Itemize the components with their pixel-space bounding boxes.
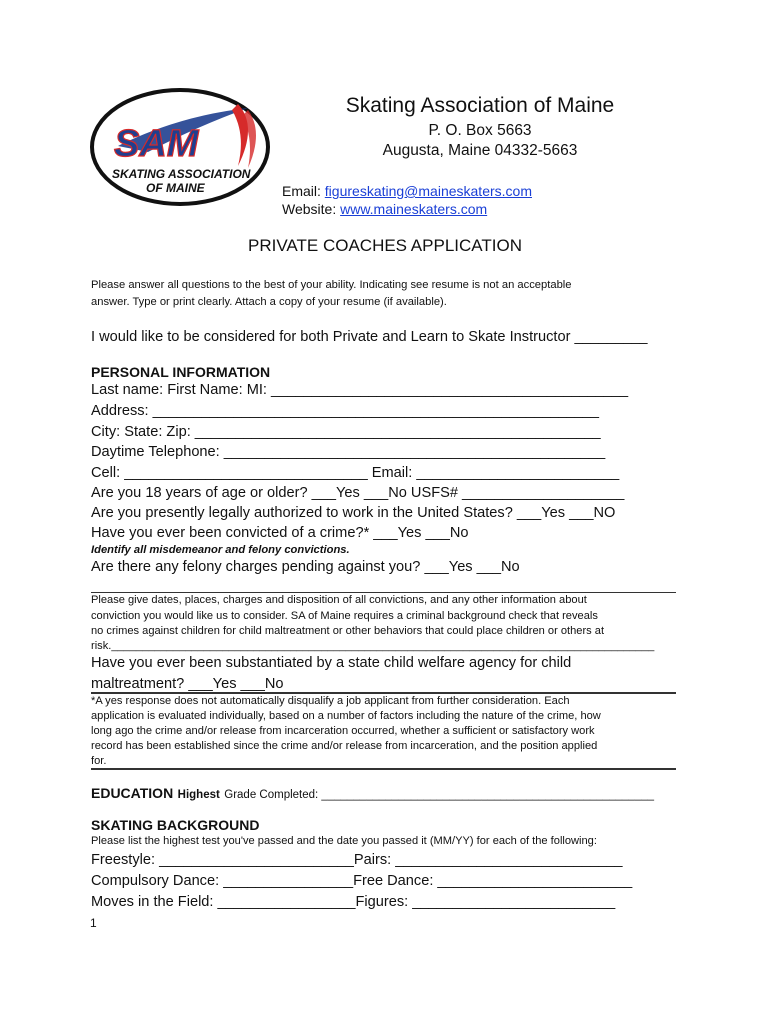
intro-line-2: answer. Type or print clearly. Attach a copy of your resume (if available). bbox=[91, 296, 447, 308]
logo-line1: SKATING ASSOCIATION bbox=[112, 167, 251, 181]
dates-para-1: Please give dates, places, charges and disposition of all convictions, and any other information about bbox=[91, 594, 587, 606]
page-number: 1 bbox=[90, 916, 97, 930]
education-row[interactable] bbox=[91, 785, 654, 803]
yes-response-para-4: record has been established since the crime and/or release from incarceration, and the position applied bbox=[91, 740, 598, 752]
moves-figures-line[interactable]: Moves in the Field: _________________Figures: _________________________ bbox=[91, 894, 616, 910]
website-row bbox=[282, 201, 487, 217]
sam-logo bbox=[88, 86, 276, 208]
substantiated-line-2[interactable]: maltreatment? ___Yes ___No bbox=[91, 676, 284, 692]
substantiated-rule bbox=[91, 692, 676, 694]
address-field-line[interactable]: Address: _______________________________________________________ bbox=[91, 403, 600, 419]
organization-name: Skating Association of Maine bbox=[345, 94, 615, 117]
po-box: P. O. Box 5663 bbox=[428, 122, 532, 139]
consider-line: I would like to be considered for both Private and Learn to Skate Instructor _________ bbox=[91, 329, 648, 345]
substantiated-line-1: Have you ever been substantiated by a state child welfare agency for child bbox=[91, 655, 572, 671]
name-field-line[interactable]: Last name: First Name: MI: ____________________________________________ bbox=[91, 382, 629, 398]
yes-response-para-1: *A yes response does not automatically disqualify a job applicant from further consideration. Each bbox=[91, 695, 570, 707]
personal-heading: PERSONAL INFORMATION bbox=[91, 364, 271, 380]
grade-completed-field[interactable]: Grade Completed: ____________________________________________________ bbox=[224, 789, 655, 801]
website-link[interactable]: www.maineskaters.com bbox=[340, 201, 488, 217]
yes-response-para-3: long ago the crime and/or release from incarceration occurred, whether a sufficient or satisfactory work bbox=[91, 725, 595, 737]
website-label: Website: bbox=[282, 201, 337, 217]
crime-question-line[interactable]: Have you ever been convicted of a crime?* ___Yes ___No bbox=[91, 525, 469, 541]
skating-heading: SKATING BACKGROUND bbox=[91, 817, 260, 833]
logo-sam-text: SAM bbox=[114, 123, 199, 165]
yes-response-para-5: for. bbox=[91, 755, 107, 767]
city-state-zip-field-line[interactable]: City: State: Zip: __________________________________________________ bbox=[91, 424, 601, 440]
intro-line-1: Please answer all questions to the best of your ability. Indicating see resume is not an acceptable bbox=[91, 279, 572, 291]
yes-response-rule bbox=[91, 768, 676, 770]
email-link[interactable]: figureskating@maineskaters.com bbox=[324, 183, 532, 199]
email-row bbox=[282, 183, 532, 199]
yes-response-para-2: application is evaluated individually, based on a number of factors including the nature of the crime, how bbox=[91, 710, 601, 722]
education-heading: EDUCATION bbox=[91, 785, 174, 801]
skating-instructions: Please list the highest test you've passed and the date you passed it (MM/YY) for each of the following: bbox=[91, 835, 597, 847]
answer-rule bbox=[91, 592, 676, 593]
application-title: PRIVATE COACHES APPLICATION bbox=[248, 236, 522, 255]
work-authorization-line[interactable]: Are you presently legally authorized to work in the United States? ___Yes ___NO bbox=[91, 505, 616, 521]
cell-email-field-line[interactable]: Cell: ______________________________ Email: _________________________ bbox=[91, 465, 620, 481]
logo-line2: OF MAINE bbox=[146, 181, 205, 195]
freestyle-pairs-line[interactable]: Freestyle: ________________________Pairs: ____________________________ bbox=[91, 852, 623, 868]
dates-para-3: no crimes against children for child maltreatment or other behaviors that could place children or others at bbox=[91, 625, 605, 637]
daytime-telephone-field-line[interactable]: Daytime Telephone: _______________________________________________ bbox=[91, 444, 606, 460]
identify-convictions-note: Identify all misdemeanor and felony convictions. bbox=[91, 544, 350, 556]
email-label: Email: bbox=[282, 183, 321, 199]
city-line: Augusta, Maine 04332-5663 bbox=[382, 142, 578, 159]
dance-line[interactable]: Compulsory Dance: ________________Free Dance: ________________________ bbox=[91, 873, 633, 889]
dates-para-4: risk.________________________________________________________________________________________ bbox=[91, 640, 655, 652]
education-highest: Highest bbox=[177, 789, 220, 801]
felony-pending-line[interactable]: Are there any felony charges pending against you? ___Yes ___No bbox=[91, 559, 520, 575]
age-question-line[interactable]: Are you 18 years of age or older? ___Yes ___No USFS# ____________________ bbox=[91, 485, 625, 501]
dates-para-2: conviction you would like us to consider. SA of Maine requires a criminal background check that reveals bbox=[91, 610, 598, 622]
